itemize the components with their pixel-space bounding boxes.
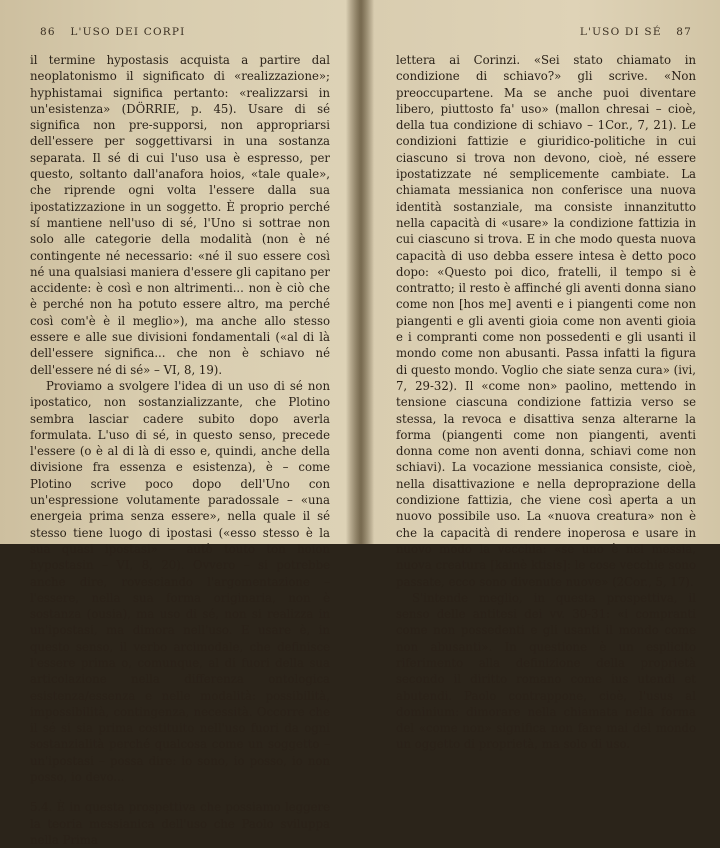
right-page-header [580,26,702,38]
left-page-number: 86 [40,26,56,38]
book-gutter [346,0,374,544]
paragraph: S'intende meglio, in questa prospettiva, il senso delle antitesi dei vv. 30-31: «i compranti come non possedenti e gli usanti il mondo come non abusanti». In questione è un esplicito riferimento alla definizione della proprietà secondo il diritto romano come ius utendi et abutendi. Paolo contrappone, cioè, l'usus al dominium: dimorare nella chiamata nella forma del «come non» significa non fare mai del mondo un oggetto di proprietà, ma solo di uso. [396,590,696,752]
paragraph: Proviamo a svolgere l'idea di un uso di sé non ipostatico, non sostanzializzante, che Plotino sembra lasciar cadere subito dopo averla formulata. L'uso di sé, in questo senso, precede l'essere (o è al di là di esso e, quindi, anche della divisione fra essenza e esistenza), è – come Plotino scrive poco dopo dell'Uno con un'espressione volutamente paradossale – «una energeia prima senza essere», nella quale il sé stesso tiene luogo di ipostasi («esso stesso è la sua quasi ipostasi» – autò touto ton hoion hypostasin – VI, 8, 20). Ovvero – si potrebbe anche dire, rovesciando l'argomentazione – l'essere, nella sua forma originaria, non è sostanza (ousia), ma uso di sé, non si realizza in un'ipostasi, ma dimora nell'uso. E usare è, in questo senso, il verbo arcimodale, che definisce l'essere prima o, comunque, al di fuori della sua articolazione nella differenza ontologica esistenza/essenza e nelle modalità: possibilità, impossibilità, contingenza, necessità. Occorre che il sé si sia prima costituito nell'uso fuori da ogni sostanzialità perché qualcosa come un soggetto – un'ipostasi – possa dire: io sono, io posso, io non posso, io devo... [30,378,330,785]
left-running-head: L'USO DEI CORPI [70,26,186,38]
left-page [8,0,348,847]
right-page [378,0,712,752]
paragraph: lettera ai Corinzi. «Sei stato chiamato in condizione di schiavo?» gli scrive. «Non preoccupartene. Ma se anche puoi diventare libero, piuttosto fa' uso» (mallon chresai – cioè, della tua condizione di schiavo – 1Cor., 7, 21). Le condizioni fattizie e giuridico-politiche in cui ciascuno si trova non devono, cioè, né essere ipostatizzate né semplicemente cambiate. La chiamata messianica non conferisce una nuova identità sostanziale, ma consiste innanzitutto nella capacità di «usare» la condizione fattizia in cui ciascuno si trova. E in che modo questa nuova capacità di uso debba essere intesa è detto poco dopo: «Questo poi dico, fratelli, il tempo si è contratto; il resto è affinché gli aventi donna siano come non [hos me] aventi e i piangenti come non piangenti e gli aventi gioia come non aventi gioia e i compranti come non possedenti e gli usanti il mondo come non abusanti. Passa infatti la figura di questo mondo. Voglio che siate senza cura» (ivi, 7, 29-32). Il «come non» paolino, mettendo in tensione ciascuna condizione fattizia verso se stessa, la revoca e disattiva senza alterarne la forma (piangenti come non piangenti, aventi donna come non aventi donna, schiavi come non schiavi). La vocazione messianica consiste, cioè, nella disattivazione e nella deproprazione della condizione fattizia, che viene così aperta a un nuovo possibile uso. La «nuova creatura» non è che la capacità di rendere inoperosa e usare in nuovo modo la vecchia: «se uno è nel messia, nuova creatura [kainè ktisis]: le cose vecchie sono passate, ecco sono divenute nuove» (2Cor., 5, 17). [396,53,696,589]
right-body-text [396,52,696,753]
paragraph: il termine hypostasis acquista a partire dal neoplatonismo il significato di «realizzazione»; hyphistamai significa pertanto: «realizzarsi in un'esistenza» (DÖRRIE, p. 45). Usare di sé significa non pre-supporsi, non appropriarsi dell'essere per soggettivarsi in una sostanza separata. Il sé di cui l'uso usa è espresso, per questo, soltanto dall'anafora hoios, «tale quale», che riprende ogni volta l'essere dalla sua ipostatizzazione in un soggetto. È proprio perché sí mantiene nell'uso di sé, l'Uno si sottrae non solo alle categorie della modalità (non è né contingente né necessario: «né il suo essere così né una qualsiasi maniera d'essere gli capitano per accidente: è così e non altrimenti... non è ciò che è perché non ha potuto essere altro, ma perché così com'è è il meglio»), ma anche allo stesso essere e alle sue divisioni fondamentali («al di là dell'essere significa... che non è schiavo né dell'essere né di sé» – VI, 8, 19). [30,53,330,377]
left-page-header [30,26,186,38]
section-paragraph: 5.4. È in questa prospettiva che possiamo leggere la teoria messianica dell'uso che Paolo sviluppa nella Prima [30,800,330,847]
right-running-head: L'USO DI SÉ [579,26,662,38]
right-page-number: 87 [676,26,692,38]
left-body-text [30,52,330,848]
